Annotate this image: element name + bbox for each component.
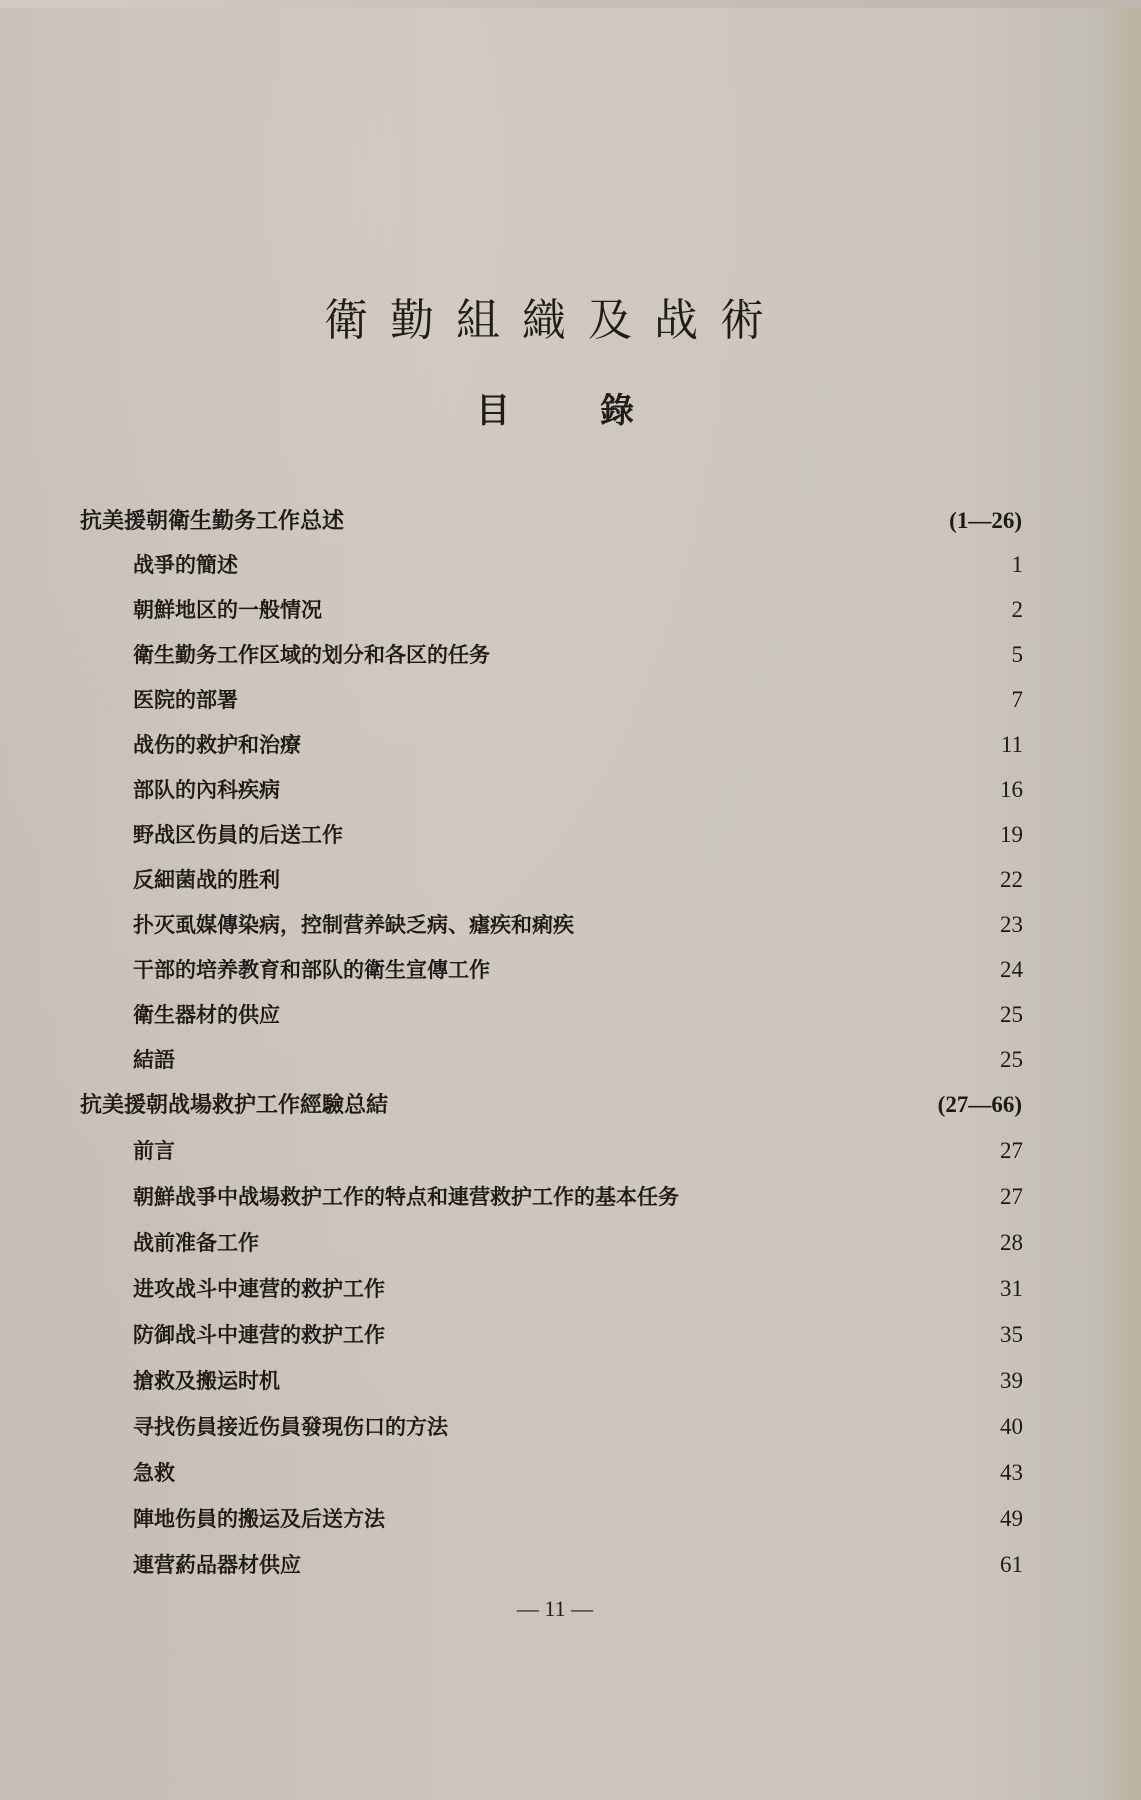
dot-leader bbox=[242, 671, 1008, 707]
toc-item-title: 医院的部署 bbox=[133, 687, 238, 712]
dot-leader bbox=[284, 1352, 996, 1388]
toc-item-title: 結語 bbox=[133, 1047, 175, 1072]
toc-item-page: 39 bbox=[1000, 1368, 1023, 1393]
toc-item-page: 19 bbox=[1000, 822, 1023, 847]
dot-leader bbox=[242, 536, 1008, 572]
toc-item-title: 衛生勤务工作区域的划分和各区的任务 bbox=[133, 642, 490, 667]
toc-item-page: 25 bbox=[1000, 1047, 1023, 1072]
toc-item-title: 部队的內科疾病 bbox=[133, 777, 280, 802]
dot-leader bbox=[392, 1076, 934, 1112]
dot-leader bbox=[305, 716, 997, 752]
toc-item-title: 急救 bbox=[133, 1460, 175, 1485]
toc-item-title: 搶救及搬运时机 bbox=[133, 1368, 280, 1393]
toc-item-page: 22 bbox=[1000, 867, 1023, 892]
toc-section-2[interactable] bbox=[80, 1076, 1022, 1118]
dot-leader bbox=[305, 1536, 996, 1572]
toc-item-title: 战前准备工作 bbox=[133, 1230, 259, 1255]
toc-item-title: 反細菌战的胜利 bbox=[133, 867, 280, 892]
toc-item-title: 前言 bbox=[133, 1138, 175, 1163]
dot-leader bbox=[179, 1444, 996, 1480]
dot-leader bbox=[347, 806, 996, 842]
book-title: 衛勤組織及战術 bbox=[324, 295, 786, 347]
toc-item-title: 野战区伤員的后送工作 bbox=[133, 822, 343, 847]
toc-item-page: 11 bbox=[1000, 732, 1023, 757]
toc-item-title: 陣地伤員的搬运及后送方法 bbox=[133, 1506, 385, 1531]
toc-item-page: 61 bbox=[1000, 1552, 1023, 1577]
toc-item[interactable] bbox=[133, 761, 1023, 802]
toc-item-title: 寻找伤員接近伤員發現伤口的方法 bbox=[133, 1414, 448, 1439]
toc-section-pages: (27—66) bbox=[937, 1092, 1022, 1117]
toc-item-page: 16 bbox=[1000, 777, 1023, 802]
dot-leader bbox=[683, 1168, 996, 1204]
dot-leader bbox=[284, 761, 996, 797]
toc-item[interactable] bbox=[133, 1490, 1023, 1531]
toc-item[interactable] bbox=[133, 1444, 1023, 1485]
toc-item-page: 27 bbox=[1000, 1138, 1023, 1163]
toc-section-title: 抗美援朝衛生勤务工作总述 bbox=[80, 508, 345, 534]
toc-item[interactable] bbox=[133, 986, 1023, 1027]
toc-item[interactable] bbox=[133, 1168, 1023, 1209]
toc-item[interactable] bbox=[133, 851, 1023, 892]
toc-item[interactable] bbox=[133, 626, 1023, 667]
toc-item-title: 連营葯品器材供应 bbox=[133, 1552, 301, 1577]
toc-section-1[interactable] bbox=[80, 492, 1022, 534]
toc-item-title: 战伤的救护和治療 bbox=[133, 732, 301, 757]
toc-item-page: 1 bbox=[1011, 552, 1023, 577]
toc-section-title: 抗美援朝战場救护工作經驗总結 bbox=[80, 1092, 389, 1118]
toc-item[interactable] bbox=[133, 1398, 1023, 1439]
dot-leader bbox=[348, 492, 945, 528]
toc-item[interactable] bbox=[133, 716, 1023, 757]
toc-item-page: 7 bbox=[1011, 687, 1023, 712]
dot-leader bbox=[578, 896, 996, 932]
toc-item-page: 28 bbox=[1000, 1230, 1023, 1255]
toc-item-page: 43 bbox=[1000, 1460, 1023, 1485]
toc-item-page: 25 bbox=[1000, 1002, 1023, 1027]
toc-item[interactable] bbox=[133, 1306, 1023, 1347]
toc-item[interactable] bbox=[133, 941, 1023, 982]
dot-leader bbox=[326, 581, 1008, 617]
toc-item-title: 朝鮮地区的一般情况 bbox=[133, 597, 322, 622]
toc-item-page: 5 bbox=[1011, 642, 1023, 667]
toc-item[interactable] bbox=[133, 1031, 1023, 1072]
toc-item-title: 扑灭虱媒傳染病，控制营养缺乏病、瘧疾和痢疾 bbox=[133, 912, 574, 937]
dot-leader bbox=[389, 1490, 996, 1526]
toc-item-page: 49 bbox=[1000, 1506, 1023, 1531]
dot-leader bbox=[179, 1031, 996, 1067]
toc-item[interactable] bbox=[133, 671, 1023, 712]
dot-leader bbox=[389, 1260, 996, 1296]
toc-heading-left: 目 bbox=[476, 391, 510, 431]
toc-item[interactable] bbox=[133, 896, 1023, 937]
toc-item[interactable] bbox=[133, 1260, 1023, 1301]
toc-item[interactable] bbox=[133, 581, 1023, 622]
toc-item-title: 防御战斗中連营的救护工作 bbox=[133, 1322, 385, 1347]
toc-item[interactable] bbox=[133, 1536, 1023, 1577]
toc-item[interactable] bbox=[133, 1122, 1023, 1163]
toc-item[interactable] bbox=[133, 536, 1023, 577]
toc-item-title: 衛生器材的供应 bbox=[133, 1002, 280, 1027]
toc-item-page: 2 bbox=[1011, 597, 1023, 622]
toc-item-page: 23 bbox=[1000, 912, 1023, 937]
toc-item-page: 31 bbox=[1000, 1276, 1023, 1301]
toc-section-pages: (1—26) bbox=[949, 508, 1022, 533]
dot-leader bbox=[179, 1122, 996, 1158]
dot-leader bbox=[494, 626, 1008, 662]
page-number: — 11 — bbox=[516, 1596, 594, 1621]
toc-heading-right: 錄 bbox=[600, 391, 634, 431]
toc-item-title: 干部的培养教育和部队的衛生宣傳工作 bbox=[133, 957, 490, 982]
toc-item-page: 35 bbox=[1000, 1322, 1023, 1347]
toc-item[interactable] bbox=[133, 1352, 1023, 1393]
toc-heading bbox=[0, 383, 1110, 432]
dot-leader bbox=[389, 1306, 996, 1342]
toc-item-title: 进攻战斗中連营的救护工作 bbox=[133, 1276, 385, 1301]
dot-leader bbox=[452, 1398, 996, 1434]
toc-item-title: 战爭的簡述 bbox=[133, 552, 238, 577]
toc-item-page: 24 bbox=[1000, 957, 1023, 982]
toc-item-page: 27 bbox=[1000, 1184, 1023, 1209]
dot-leader bbox=[263, 1214, 996, 1250]
toc-item[interactable] bbox=[133, 1214, 1023, 1255]
toc-item-page: 40 bbox=[1000, 1414, 1023, 1439]
toc-item-title: 朝鮮战爭中战場救护工作的特点和連营救护工作的基本任务 bbox=[133, 1184, 679, 1209]
toc-item[interactable] bbox=[133, 806, 1023, 847]
dot-leader bbox=[284, 851, 996, 887]
dot-leader bbox=[494, 941, 996, 977]
dot-leader bbox=[284, 986, 996, 1022]
page-top-edge bbox=[0, 0, 1141, 8]
